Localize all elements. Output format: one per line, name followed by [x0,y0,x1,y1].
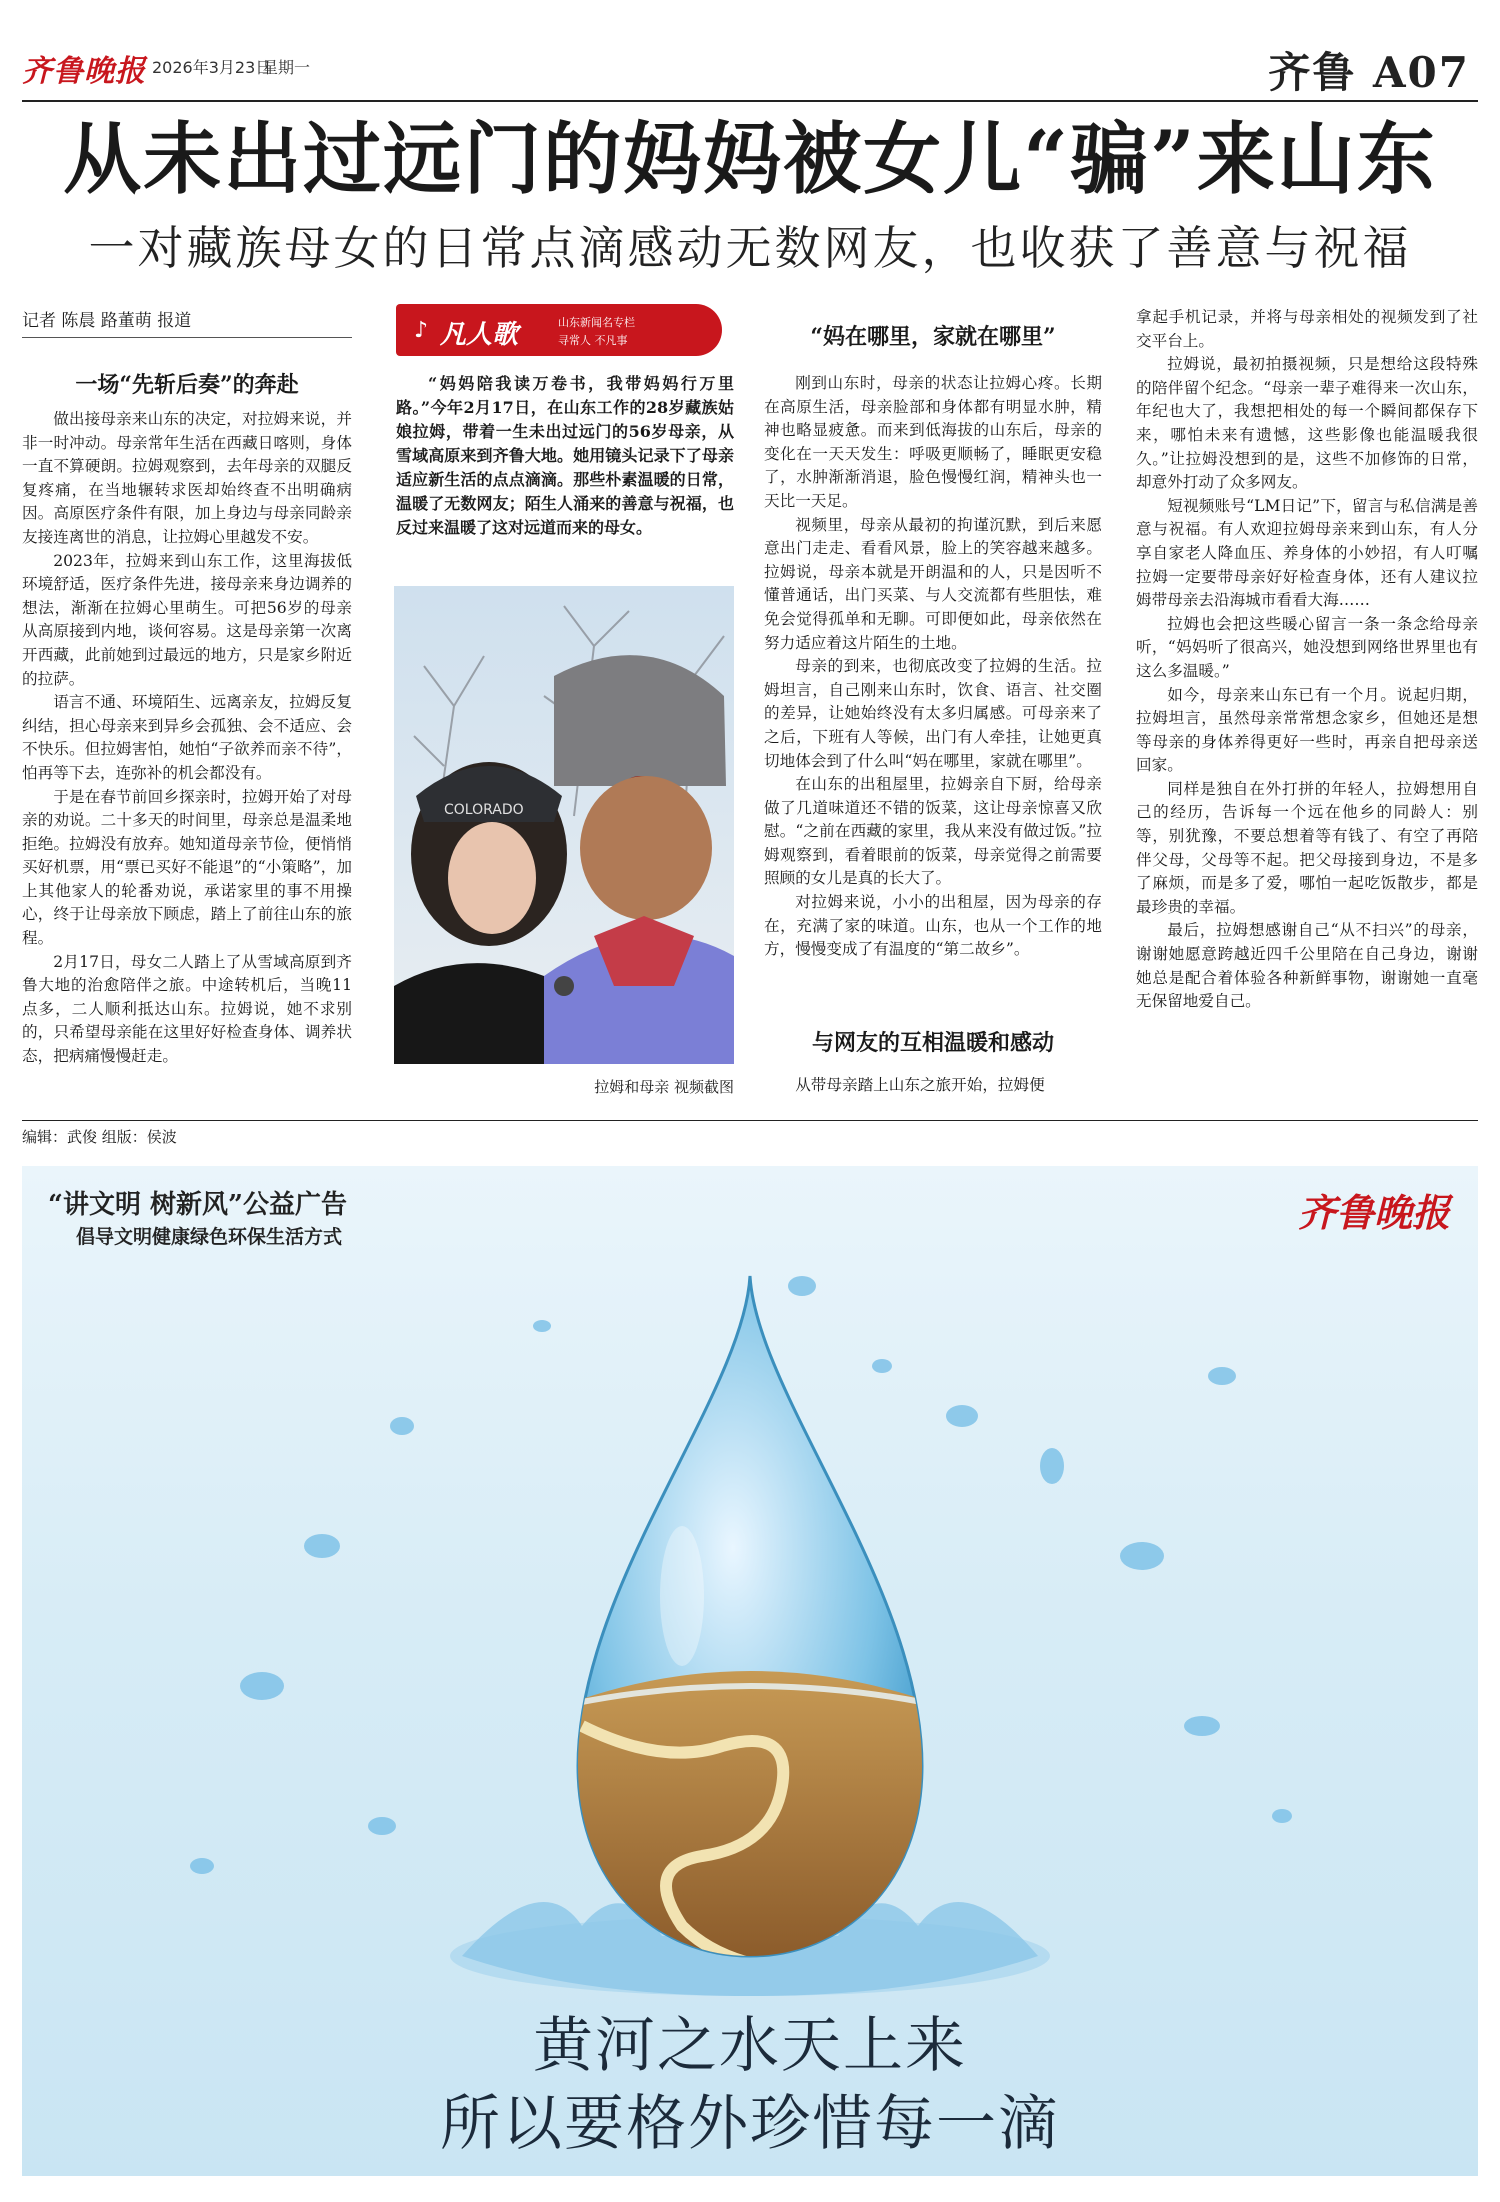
section-page-label: 齐鲁 A07 [1268,48,1470,97]
section-heading-2: “妈在哪里，家就在哪里” [810,324,1056,350]
ad-headline-line-2: 所以要格外珍惜每一滴 [440,2089,1060,2159]
masthead-logo: 齐鲁晚报 [22,54,146,89]
article-column-3 [764,372,1102,962]
paragraph: 拉姆说，最初拍摄视频，只是想给这段特殊的陪伴留个纪念。“母亲一辈子难得来一次山东，年纪也大了，我想把相处的每一个瞬间都保存下来，哪怕未来有遗憾，这些影像也能温暖我很久。”让拉姆没想到的是，这些不加修饰的日常，却意外打动了众多网友。 [1136,355,1478,492]
ad-slogan: 倡导文明健康绿色环保生活方式 [76,1226,343,1248]
paragraph: 母亲的到来，也彻底改变了拉姆的生活。拉姆坦言，自己刚来山东时，饮食、语言、社交圈的差异，让她始终没有太多归属感。可母亲来了之后，下班有人等候，出门有人牵挂，让她更真切地体会到了什么叫“妈在哪里，家就在哪里”。 [764,657,1102,770]
paragraph: 拉姆也会把这些暖心留言一条一条念给母亲听，“妈妈听了很高兴，她没想到网络世界里也有这么多温暖。” [1136,614,1478,680]
paragraph: 视频里，母亲从最初的拘谨沉默，到后来愿意出门走走、看看风景，脸上的笑容越来越多。拉姆说，母亲本就是开朗温和的人，只是因听不懂普通话，出门买菜、与人交流都有些胆怯，难免会觉得孤单和无聊。可即便如此，母亲依然在努力适应着这片陌生的土地。 [764,515,1102,652]
column-badge [396,304,722,356]
column-badge-caption: 山东新闻名专栏 [558,316,635,329]
issue-date: 2026年3月23日 [152,58,272,77]
header-rule [22,100,1478,102]
public-service-ad [22,1166,1478,2176]
ad-brand-logo: 齐鲁晚报 [1297,1190,1450,1235]
article-column-4 [1136,306,1478,1014]
paragraph: 短视频账号“LM日记”下，留言与私信满是善意与祝福。有人欢迎拉姆母亲来到山东，有人分享自家老人降血压、养身体的小妙招，有人叮嘱拉姆一定要带母亲好好检查身体，还有人建议拉姆带母亲去沿海城市看看大海…… [1136,496,1478,610]
article-column-1 [22,408,352,1069]
paragraph: 在山东的出租屋里，拉姆亲自下厨，给母亲做了几道味道还不错的饭菜，这让母亲惊喜又欣慰。“之前在西藏的家里，我从来没有做过饭。”拉姆观察到，看着眼前的饭菜，母亲觉得之前需要照顾的女儿是真的长大了。 [764,775,1102,888]
paragraph: 对拉姆来说，小小的出租屋，因为母亲的存在，充满了家的味道。山东，也从一个工作的地方，慢慢变成了有温度的“第二故乡”。 [764,893,1102,959]
paragraph: 如今，母亲来山东已有一个月。说起归期，拉姆坦言，虽然母亲常常想念家乡，但她还是想等母亲的身体养得更好一些时，再亲自把母亲送回家。 [1136,685,1478,775]
section-heading-1: 一场“先斩后奏”的奔赴 [75,372,299,398]
photo-caption: 拉姆和母亲 视频截图 [594,1078,734,1096]
column-badge-tagline: 寻常人 不凡事 [558,334,628,347]
byline: 记者 陈晨 路董萌 报道 [22,306,352,338]
article-column-3-tail [764,1074,1102,1098]
paragraph: 语言不通、环境陌生、远离亲友，拉姆反复纠结，担心母亲来到异乡会孤独、会不适应、会不快乐。但拉姆害怕，她怕“子欲养而亲不待”，怕再等下去，连弥补的机会都没有。 [22,693,352,782]
music-note-icon: ♪ [414,318,429,343]
paragraph: 拿起手机记录，并将与母亲相处的视频发到了社交平台上。 [1136,308,1478,350]
paragraph: 于是在春节前回乡探亲时，拉姆开始了对母亲的劝说。二十多天的时间里，母亲总是温柔地拒绝。拉姆没有放弃。她知道母亲节俭，便悄悄买好机票，用“票已买好不能退”的“小策略”，加上其他家人的轮番劝说，承诺家里的事不用操心，终于让母亲放下顾虑，踏上了前往山东的旅程。 [22,787,352,948]
article-headline: 从未出过远门的妈妈被女儿“骗”来山东 [63,114,1437,205]
section-heading-3: 与网友的互相温暖和感动 [811,1030,1054,1056]
article-lead [396,372,734,540]
paragraph: 最后，拉姆想感谢自己“从不扫兴”的母亲，谢谢她愿意跨越近四千公里陪在自己身边，谢谢她总是配合着体验各种新鲜事物，谢谢她一直毫无保留地爱自己。 [1136,921,1478,1011]
paragraph: 2023年，拉姆来到山东工作，这里海拔低环境舒适，医疗条件先进，接母亲来身边调养的想法，渐渐在拉姆心里萌生。可把56岁的母亲从高原接到内地，谈何容易。这是母亲第一次离开西藏，此前她到过最远的地方，只是家乡附近的拉萨。 [22,551,352,688]
footer-rule [22,1120,1478,1121]
paragraph: 做出接母亲来山东的决定，对拉姆来说，并非一时冲动。母亲常年生活在西藏日喀则，身体一直不算硬朗。拉姆观察到，去年母亲的双腿反复疼痛，在当地辗转求医却始终查不出明确病因。高原医疗条件有限，加上身边与母亲同龄亲友接连离世的消息，让拉姆心里越发不安。 [22,410,352,546]
lead-paragraph: “妈妈陪我读万卷书，我带妈妈行万里路。”今年2月17日，在山东工作的28岁藏族姑娘拉姆，带着一生未出过远门的56岁母亲，从雪域高原来到齐鲁大地。她用镜头记录下了母亲适应新生活的点点滴滴。那些朴素温暖的日常，温暖了无数网友；陌生人涌来的善意与祝福，也反过来温暖了这对远道而来的母女。 [396,374,734,537]
paragraph: 刚到山东时，母亲的状态让拉姆心疼。长期在高原生活，母亲脸部和身体都有明显水肿，精神也略显疲惫。而来到低海拔的山东后，母亲的变化在一天天发生：呼吸更顺畅了，睡眠更安稳了，水肿渐渐消退，脸色慢慢红润，精神头也一天比一天足。 [764,374,1102,510]
paragraph: 同样是独自在外打拼的年轻人，拉姆想用自己的经历，告诉每一个远在他乡的同龄人：别等，别犹豫，不要总想着等有钱了、有空了再陪伴父母，父母等不起。把父母接到身边，不是多了麻烦，而是多了爱，哪怕一起吃饭散步，都是最珍贵的幸福。 [1136,779,1478,916]
article-photo [394,586,734,1064]
ad-headline-line-1: 黄河之水天上来 [533,2011,967,2081]
ad-campaign-title: “讲文明 树新风”公益广告 [48,1190,347,1220]
article-subheadline: 一对藏族母女的日常点滴感动无数网友，也收获了善意与祝福 [88,221,1412,275]
column-badge-title: 凡人歌 [440,320,519,350]
paragraph: 2月17日，母女二人踏上了从雪域高原到齐鲁大地的治愈陪伴之旅。中途转机后，当晚11点多，二人顺利抵达山东。拉姆说，她不求别的，只希望母亲能在这里好好检查身体、调养状态，把病痛慢慢赶走。 [22,952,352,1066]
paragraph: 从带母亲踏上山东之旅开始，拉姆便 [795,1076,1045,1094]
editor-credits: 编辑：武俊 组版：侯波 [22,1128,177,1146]
svg-text:COLORADO: COLORADO [444,802,524,818]
issue-weekday: 星期一 [262,58,311,77]
